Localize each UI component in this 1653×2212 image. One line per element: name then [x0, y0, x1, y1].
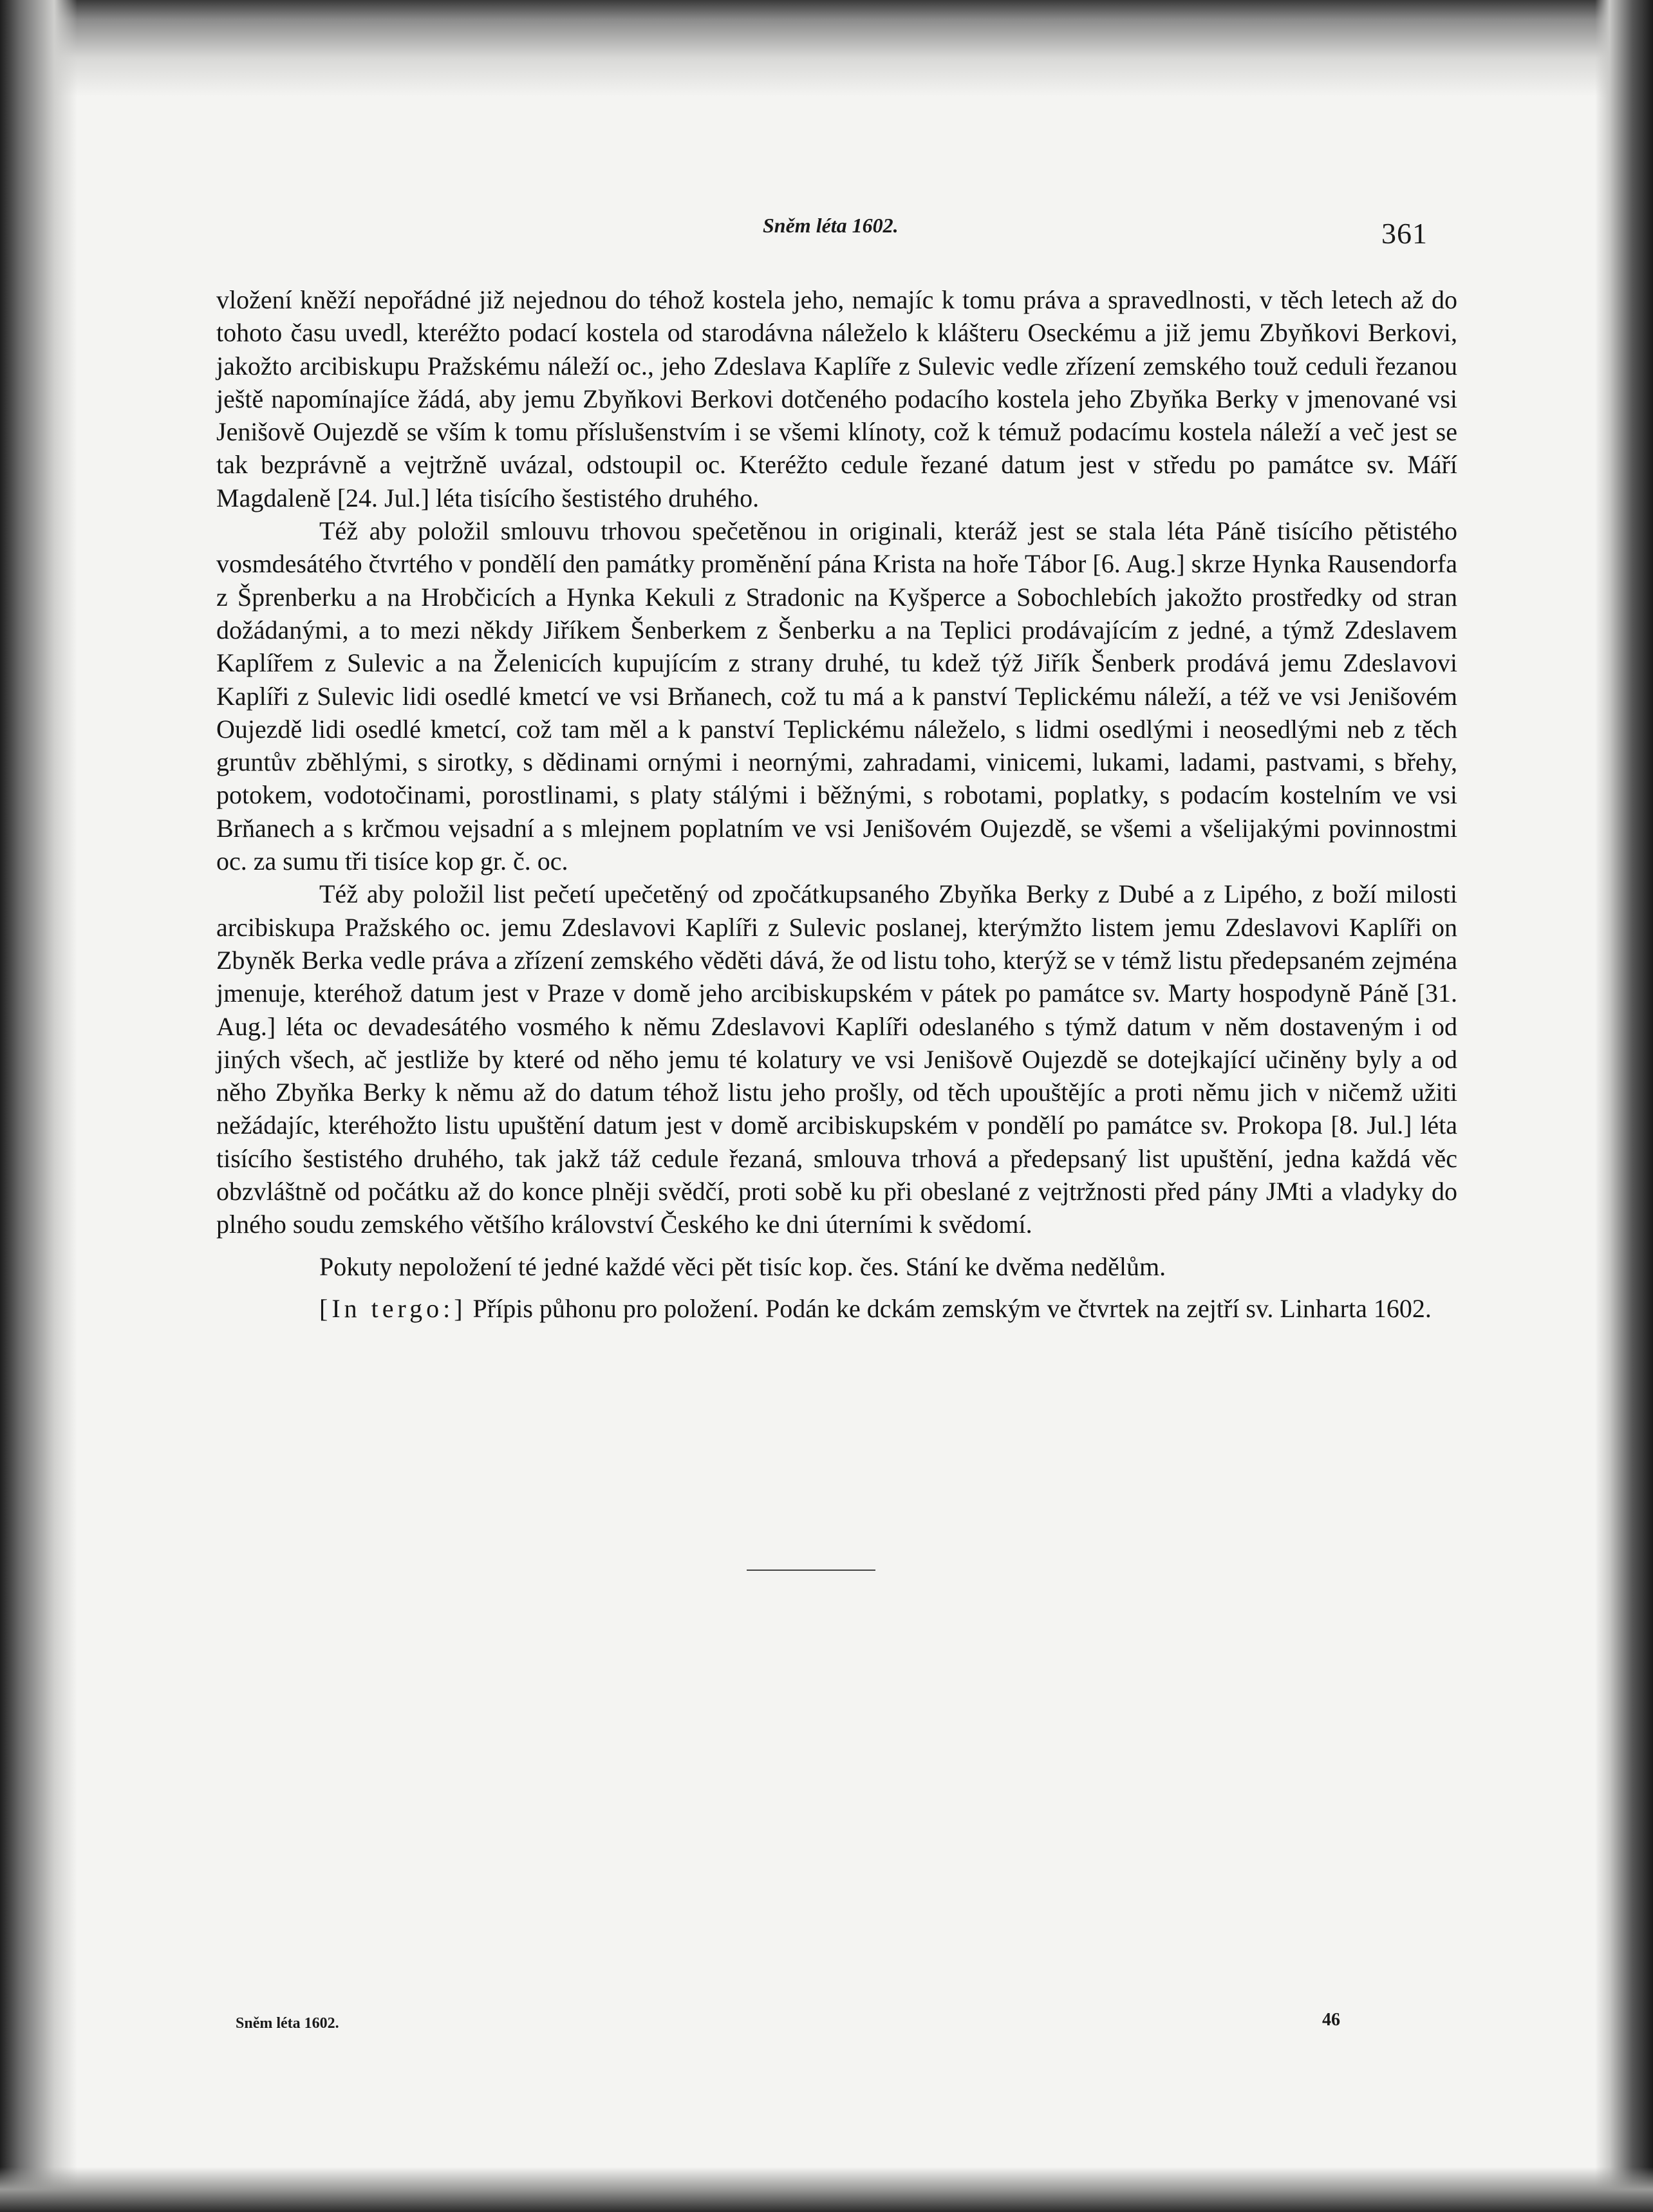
running-head: Sněm léta 1602. [763, 214, 899, 237]
scan-shadow-right [1595, 0, 1653, 2212]
scan-shadow-left [0, 0, 77, 2212]
paragraph-4: Pokuty nepoložení té jedné každé věci pět tisíc kop. čes. Stání ke dvěma nedělům. [319, 1251, 1166, 1281]
footer-signature-number: 46 [1322, 2010, 1340, 2030]
in-tergo-text: Přípis půhonu pro položení. Podán ke dckám zemským ve čtvrtek na zejtří sv. Linharta 1602. [466, 1293, 1432, 1323]
section-divider [747, 1570, 875, 1571]
paragraph-in-tergo [216, 1292, 1457, 1325]
page-number: 361 [1381, 217, 1428, 250]
paragraph-3: Též aby položil list pečetí upečetěný od zpočátkupsaného Zbyňka Berky z Dubé a z Lipého, z boží milosti arcibiskupa Pražského oc. jemu Zdeslavovi Kaplíři z Sulevic poslanej, kterýmžto listem jemu Zdeslavovi Kaplíři on Zbyněk Berka vedle práva a zřízení zemského věděti dává, že od listu toho, kterýž se v témž listu předepsaném zejména jmenuje, kteréhož datum jest v Praze v domě jeho arcibiskupském v pátek po památce sv. Marty hospodyně Páně [31. Aug.] léta oc devadesátého vosmého k němu Zdeslavovi Kaplíři odeslaného s týmž datum v něm dostaveným i od jiných všech, ač jestliže by které od něho jemu té kolatury ve vsi Jenišově Oujezdě se dotejkající učiněny byly a od něho Zbyňka Berky k němu až do datum téhož listu jeho prošly, od těch upouštějíc a proti němu jich v ničemž užiti nežádajíc, kteréhožto listu upuštění datum jest v domě arcibiskupském v pondělí po památce sv. Prokopa [8. Jul.] léta tisícího šestistého druhého, tak jakž táž cedule řezaná, smlouva trhová a předepsaný list upuštění, jedna každá věc obzvláštně od počátku až do konce plněji svědčí, proti sobě ku při obeslané z vejtržnosti před pány JMti a vladyky do plného soudu zemského většího království Českého ke dni úterními k svědomí. [216, 879, 1457, 1239]
body-text [216, 283, 1457, 1325]
in-tergo-label: [In tergo:] [319, 1293, 467, 1323]
scan-shadow-top [0, 0, 1653, 97]
scan-shadow-bottom [0, 2167, 1653, 2212]
footer-signature: Sněm léta 1602. [236, 2015, 339, 2032]
paragraph-2: Též aby položil smlouvu trhovou spečetěnou in originali, kteráž jest se stala léta Páně tisícího pětistého vosmdesátého čtvrtého v pondělí den památky proměnění pána Krista na hoře Tábor [6. Aug.] skrze Hynka Rausendorfa z Šprenberku a na Hrobčicích a Hynka Kekuli z Stradonic na Kyšperce a Sobochlebích jakožto prostředky od stran dožádanými, a to mezi někdy Jiříkem Šenberkem z Šenberku a na Teplici prodávajícím z jedné, a týmž Zdeslavem Kaplířem z Sulevic a na Želenicích kupujícím z strany druhé, tu kdež týž Jiřík Šenberk prodává jemu Zdeslavovi Kaplíři z Sulevic lidi osedlé kmetcí ve vsi Brňanech, což tu má a k panství Teplickému náleží, a též ve vsi Jenišovém Oujezdě lidi osedlé kmetcí, což tam měl a k panství Teplickému náleželo, s lidmi osedlými i neosedlými neb z těch gruntův zběhlými, s sirotky, s dědinami ornými i neornými, zahradami, vinicemi, lukami, ladami, pastvami, s břehy, potokem, vodotočinami, porostlinami, s platy stálými i běžnými, s robotami, poplatky, s podacím kostelním ve vsi Brňanech a s krčmou vejsadní a s mlejnem poplatním ve vsi Jenišovém Oujezdě, se všemi a všelijakými povinnostmi oc. za sumu tři tisíce kop gr. č. oc. [216, 516, 1457, 876]
paragraph-1: vložení kněží nepořádné již nejednou do téhož kostela jeho, nemajíc k tomu práva a spravedlnosti, v těch letech až do tohoto času uvedl, kteréžto podací kostela od starodávna náleželo k klášteru Oseckému a již jemu Zbyňkovi Berkovi, jakožto arcibiskupu Pražskému náleží oc., jeho Zdeslava Kaplíře z Sulevic vedle zřízení zemského touž ceduli řezanou ještě napomínajíce žádá, aby jemu Zbyňkovi Berkovi dotčeného podacího kostela jeho Zbyňka Berky v jmenované vsi Jenišově Oujezdě se vším k tomu příslušenstvím i se všemi klínoty, což k témuž podacímu kostela náleží a več jest se tak bezprávně a vejtržně uvázal, odstoupil oc. Kteréžto cedule řezané datum jest v středu po památce sv. Máří Magdaleně [24. Jul.] léta tisícího šestistého druhého. [216, 285, 1457, 512]
